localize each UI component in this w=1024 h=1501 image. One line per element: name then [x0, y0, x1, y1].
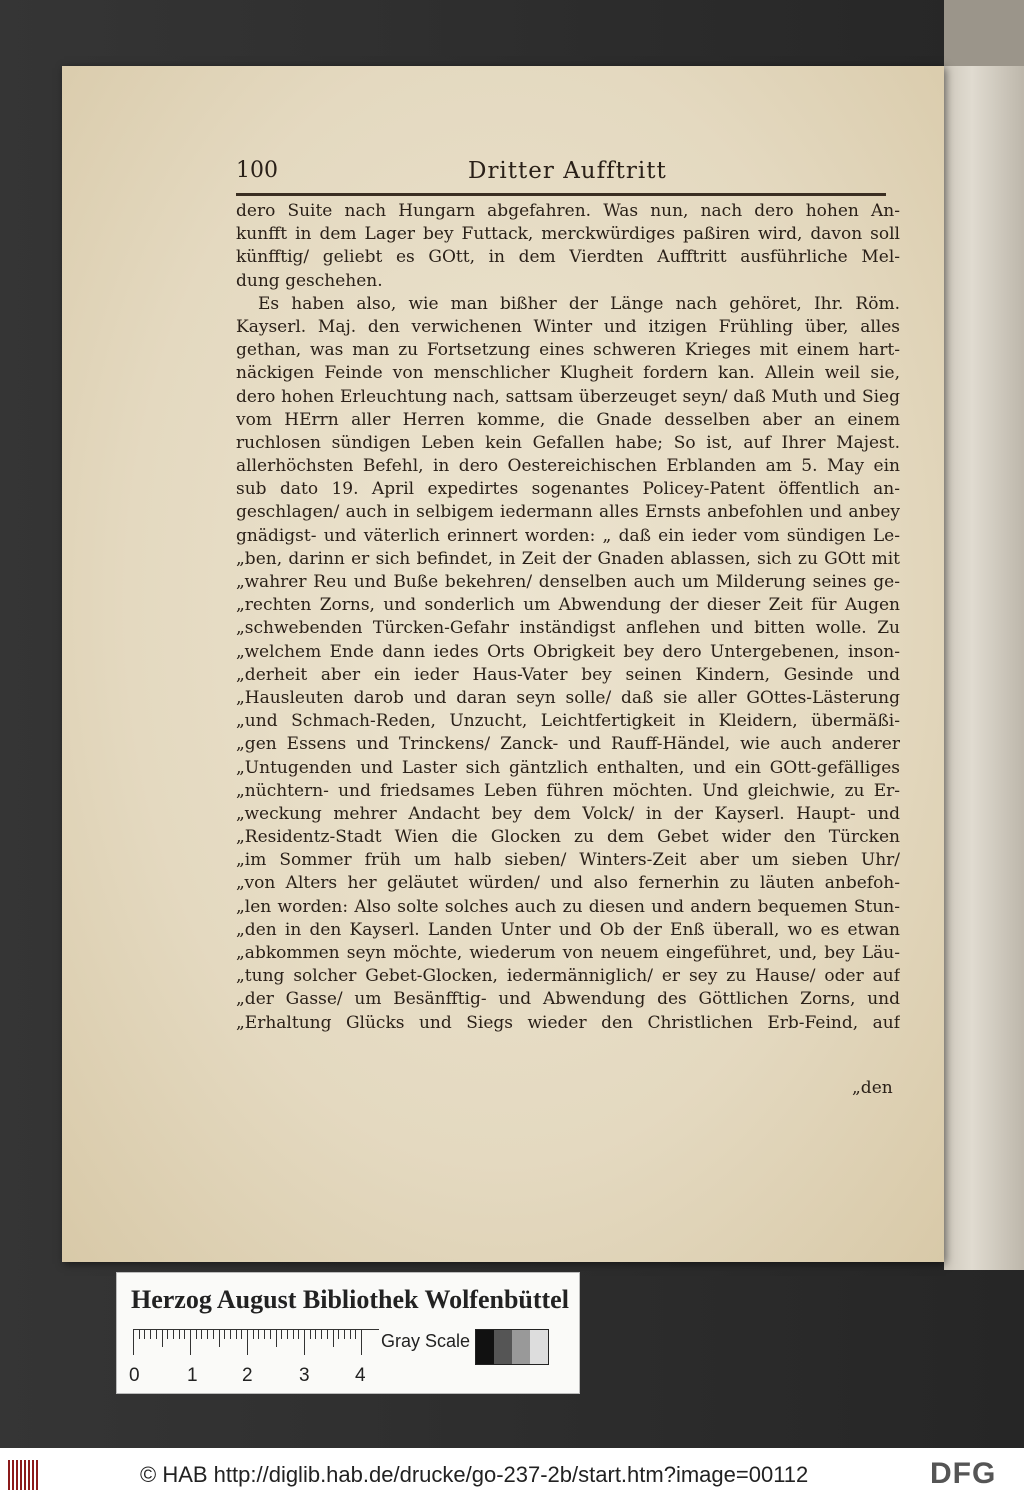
ruler-tick	[355, 1329, 356, 1339]
ruler-tick	[224, 1329, 225, 1339]
text-line: „tung solcher Gebet-Glocken, iedermänniglich/ er sey zu Hause/ oder auf	[236, 966, 900, 987]
ruler-tick	[350, 1329, 351, 1339]
ruler-tick	[321, 1329, 322, 1339]
hab-logo-icon	[8, 1460, 40, 1490]
ruler-tick	[247, 1329, 248, 1355]
text-line: ruchlosen sündigen Leben kein Gefallen habe; So ist, auf Ihrer Majest.	[236, 432, 900, 453]
ruler-label: 1	[187, 1365, 198, 1386]
ruler-label: 2	[242, 1365, 253, 1386]
library-name: Herzog August Bibliothek Wolfenbüttel	[131, 1285, 569, 1314]
ruler-tick	[213, 1329, 214, 1339]
ruler-tick	[304, 1329, 305, 1355]
scale-ruler	[133, 1329, 379, 1357]
copyright-url[interactable]: © HAB http://diglib.hab.de/drucke/go-237-2b/start.htm?image=00112	[140, 1462, 809, 1487]
ruler-tick	[173, 1329, 174, 1339]
text-line: „im Sommer früh um halb sieben/ Winters-Zeit aber um sieben Uhr/	[236, 850, 900, 871]
text-line: dung geschehen.	[236, 270, 383, 291]
ruler-tick	[361, 1329, 362, 1355]
text-line: „Residentz-Stadt Wien die Glocken zu dem Gebet wider den Türcken	[236, 827, 900, 848]
ruler-tick	[264, 1329, 265, 1339]
text-line: „welchem Ende dann iedes Orts Obrigkeit bey dero Untergebenen, inson-	[236, 641, 900, 662]
ruler-tick	[184, 1329, 185, 1339]
ruler-tick	[133, 1329, 134, 1355]
ruler-tick	[167, 1329, 168, 1339]
text-line: „abkommen seyn möchte, wiederum von neuem eingeführet, und, bey Läu-	[236, 943, 900, 963]
ruler-tick	[139, 1329, 140, 1339]
catchword: „den	[852, 1078, 893, 1098]
ruler-tick	[253, 1329, 254, 1339]
text-line: „und Schmach-Reden, Unzucht, Leichtfertigkeit in Kleidern, übermäßi-	[236, 711, 900, 732]
text-line: gnädigst- und väterlich erinnert worden: „ daß ein ieder vom sündigen Le-	[236, 525, 900, 546]
ruler-tick	[144, 1329, 145, 1339]
text-line: kunfft in dem Lager bey Futtack, merckwürdiges paßiren wird, davon soll	[236, 224, 900, 245]
ruler-tick	[162, 1329, 163, 1347]
ruler-baseline	[133, 1329, 379, 1330]
text-line: Es haben also, wie man bißher der Länge nach gehöret, Ihr. Röm.	[258, 293, 900, 314]
gray-patch	[512, 1330, 530, 1364]
text-line: dero Suite nach Hungarn abgefahren. Was nun, nach dero hohen An-	[236, 201, 900, 221]
gray-patch	[476, 1330, 494, 1364]
gray-patch	[530, 1330, 548, 1364]
text-line: künfftig/ geliebt es GOtt, in dem Vierdten Aufftritt ausführliche Mel-	[236, 247, 900, 268]
text-line: Kayserl. Maj. den verwichenen Winter und itzigen Frühling über, alles	[236, 316, 900, 337]
dfg-logo: DFG	[930, 1457, 997, 1490]
ruler-tick	[236, 1329, 237, 1339]
ruler-tick	[258, 1329, 259, 1339]
ruler-tick	[327, 1329, 328, 1339]
text-line: „ben, darinn er sich befindet, in Zeit der Gnaden ablassen, sich zu GOtt mit	[236, 548, 900, 569]
ruler-tick	[293, 1329, 294, 1339]
ruler-tick	[287, 1329, 288, 1339]
ruler-tick	[310, 1329, 311, 1339]
page-number: 100	[236, 158, 278, 183]
next-page-edge-top	[944, 0, 1024, 66]
text-line: geschlagen/ auch in selbigem iedermann alles Ernsts anbefohlen und anbey	[236, 502, 900, 523]
gray-scale-patches	[475, 1329, 549, 1365]
page-header	[236, 158, 886, 190]
text-line: gethan, was man zu Fortsetzung eines schweren Krieges mit einem hart-	[236, 340, 900, 361]
ruler-tick	[219, 1329, 220, 1347]
ruler-tick	[344, 1329, 345, 1339]
text-line: „der Gasse/ um Besänfftig- und Abwendung des Göttlichen Zorns, und	[236, 989, 900, 1010]
text-line: „derheit aber ein ieder Haus-Vater bey seinen Kindern, Gesinde und	[236, 664, 900, 685]
ruler-label: 4	[355, 1365, 366, 1386]
ruler-tick	[196, 1329, 197, 1339]
text-line: „wahrer Reu und Buße bekehren/ denselben auch um Milderung seines ge-	[236, 572, 900, 592]
text-line: vom HErrn aller Herren komme, die Gnade desselben aber an einem	[236, 409, 900, 430]
footer-bar	[0, 1448, 1024, 1501]
text-line: „von Alters her geläutet würden/ und also fernerhin zu läuten anbefoh-	[236, 873, 900, 894]
ruler-tick	[241, 1329, 242, 1339]
text-line: „nüchtern- und friedsames Leben führen möchten. Und gleichwie, zu Er-	[236, 780, 900, 801]
running-head: Dritter Aufftritt	[468, 158, 667, 184]
text-line: „rechten Zorns, und sonderlich um Abwendung der dieser Zeit für Augen	[236, 595, 900, 616]
ruler-tick	[179, 1329, 180, 1339]
ruler-label: 0	[129, 1365, 140, 1386]
text-line: „Untugenden und Laster sich gäntzlich enthalten, und ein GOtt-gefälliges	[236, 757, 900, 778]
ruler-tick	[333, 1329, 334, 1347]
next-page-edge	[944, 0, 1024, 1270]
ruler-tick	[281, 1329, 282, 1339]
gray-scale-label: Gray Scale	[381, 1331, 471, 1351]
text-line: „weckung mehrer Andacht bey dem Volck/ in der Kayserl. Haupt- und	[236, 803, 900, 824]
text-line: „schwebenden Türcken-Gefahr inständigst anflehen und bitten wolle. Zu	[236, 618, 900, 639]
text-line: „den in den Kayserl. Landen Unter und Ob der Enß überall, wo es etwan	[236, 919, 900, 940]
gray-patch	[494, 1330, 512, 1364]
ruler-tick	[276, 1329, 277, 1347]
color-calibration-card	[116, 1272, 580, 1394]
ruler-tick	[338, 1329, 339, 1339]
ruler-tick	[201, 1329, 202, 1339]
text-line: dero hohen Erleuchtung nach, sattsam überzeuget seyn/ daß Muth und Sieg	[236, 386, 900, 407]
ruler-label: 3	[299, 1365, 310, 1386]
ruler-tick	[156, 1329, 157, 1339]
text-line: näckigen Feinde von menschlicher Klugheit fordern kan. Allein weil sie,	[236, 363, 900, 384]
ruler-tick	[150, 1329, 151, 1339]
ruler-tick	[298, 1329, 299, 1339]
body-text	[236, 200, 900, 1035]
text-line: „Erhaltung Glücks und Siegs wieder den Christlichen Erb-Feind, auf	[236, 1012, 900, 1033]
ruler-tick	[270, 1329, 271, 1339]
text-line: „gen Essens und Trinckens/ Zanck- und Rauff-Händel, wie auch anderer	[236, 734, 900, 755]
ruler-tick	[230, 1329, 231, 1339]
text-line: „len worden: Also solte solches auch zu diesen und andern bequemen Stun-	[236, 896, 900, 917]
header-rule	[236, 193, 886, 196]
ruler-tick	[315, 1329, 316, 1339]
ruler-tick	[190, 1329, 191, 1355]
ruler-tick	[207, 1329, 208, 1339]
text-line: „Hausleuten darob und daran seyn solle/ daß sie aller GOttes-Lästerung	[236, 687, 900, 708]
text-line: sub dato 19. April expedirtes sogenantes Policey-Patent öffentlich an-	[236, 479, 900, 500]
text-line: allerhöchsten Befehl, in dero Oestereichischen Erblanden am 5. May ein	[236, 456, 900, 477]
